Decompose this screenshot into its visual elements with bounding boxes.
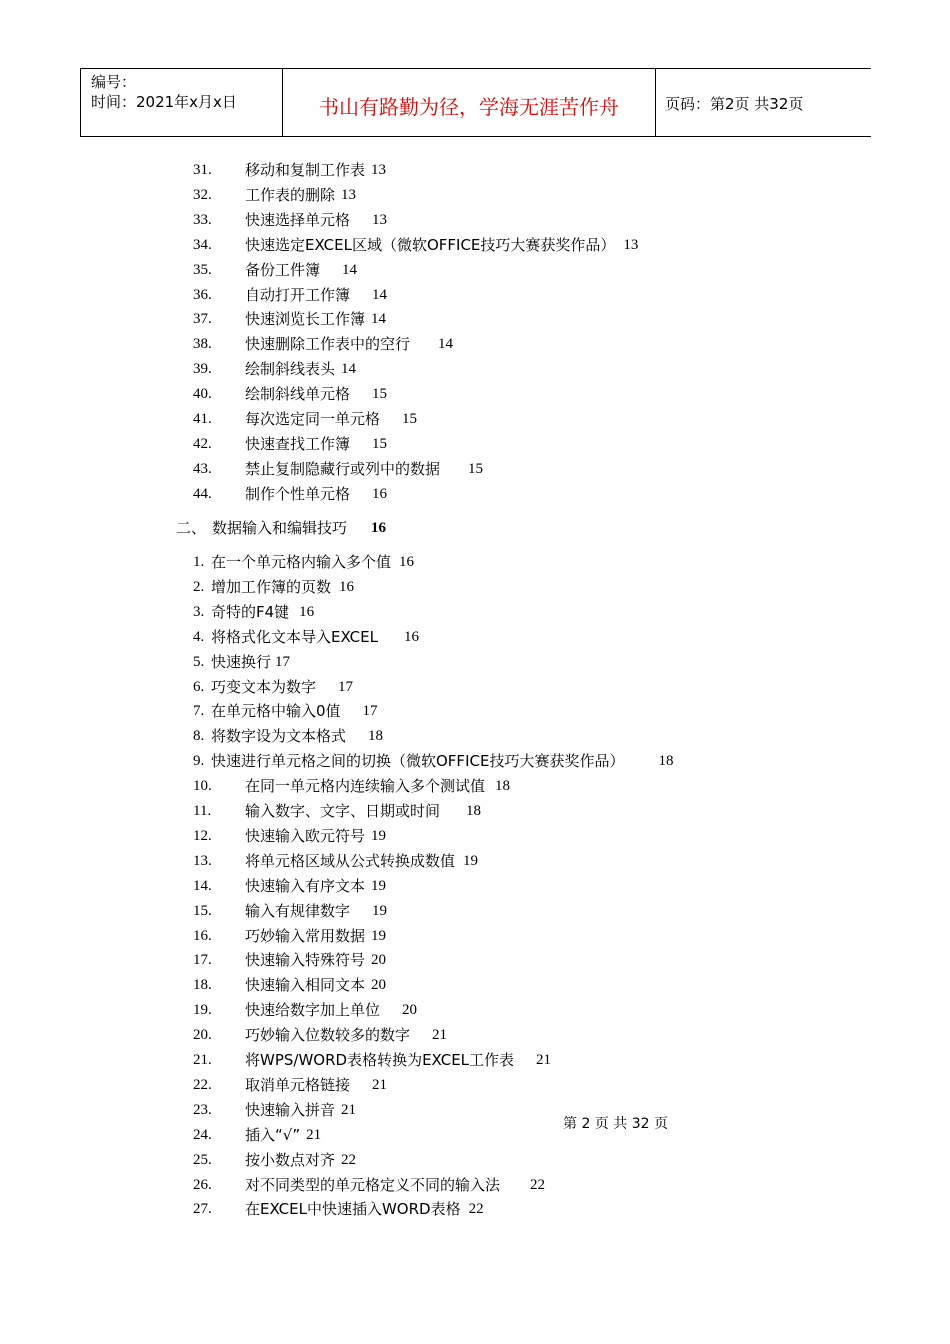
toc-entry-page-number: 21 (372, 1076, 387, 1093)
toc-entry-title: 将数字设为文本格式 (211, 727, 347, 746)
toc-entry-number: 42. (193, 435, 212, 452)
toc-entry-page-number: 13 (371, 162, 386, 178)
toc-entry-number: 44. (193, 485, 212, 502)
toc-entry-page-number: 19 (463, 852, 478, 869)
toc-entry-page-number: 14 (438, 336, 453, 353)
toc-entry-page-number: 15 (468, 460, 483, 477)
toc-entry-number: 18. (193, 977, 212, 994)
toc-entry-page-number: 20 (371, 952, 386, 969)
toc-entry-number: 19. (193, 1002, 212, 1019)
toc-entry-number: 33. (193, 211, 212, 228)
toc-entry-number: 38. (193, 336, 212, 353)
toc-entry-page-number: 17 (338, 678, 353, 695)
toc-entry-number: 13. (193, 852, 212, 869)
toc-entry-title: 快速输入特殊符号 (245, 951, 366, 970)
toc-entry-title: 插入“√” (245, 1125, 301, 1144)
toc-entry-title: 输入数字、文字、日期或时间 (245, 802, 441, 820)
toc-entry-number: 10. (193, 778, 212, 795)
toc-entry-title: 快速换行 (211, 652, 272, 671)
toc-entry-title: 将格式化文本导入EXCEL (211, 627, 378, 646)
toc-entry-title: 快速输入欧元符号 (245, 826, 366, 845)
section-page-number: 16 (371, 520, 386, 536)
page-footer: 第 2 页 共 32 页 (563, 1116, 668, 1132)
toc-entry-number: 7. (193, 703, 205, 720)
toc-entry-number: 16. (193, 927, 212, 944)
toc-entry-page-number: 18 (466, 803, 481, 819)
toc-entry-number: 26. (193, 1176, 212, 1193)
motto-text: 书山有路勤为径，学海无涯苦作舟 (319, 95, 619, 119)
toc-entry-page-number: 19 (372, 902, 387, 919)
toc-entry-number: 35. (193, 261, 212, 278)
toc-entry-title: 快速选择单元格 (245, 210, 351, 229)
toc-entry-number: 1. (193, 554, 205, 570)
toc-entry-page-number: 22 (468, 1201, 484, 1218)
toc-entry-title: 快速输入拼音 (245, 1100, 336, 1119)
toc-entry-title: 快速查找工作簿 (245, 434, 351, 453)
toc-entry-title: 禁止复制隐藏行或列中的数据 (245, 459, 441, 478)
toc-entry-number: 17. (193, 952, 212, 969)
toc-entry-page-number: 14 (371, 311, 386, 328)
toc-entry-page-number: 15 (372, 386, 387, 403)
toc-entry-number: 20. (193, 1027, 212, 1044)
toc-entry-number: 2. (193, 578, 205, 595)
toc-entry-number: 40. (193, 386, 212, 403)
toc-entry-number: 9. (193, 753, 205, 770)
toc-entry-page-number: 18 (495, 778, 510, 795)
toc-entry-number: 6. (193, 678, 205, 695)
toc-entry-number: 31. (193, 162, 212, 178)
toc-entry-page-number: 17 (362, 703, 378, 720)
toc-entry-page-number: 18 (368, 728, 383, 745)
toc-entry-page-number: 19 (371, 927, 386, 944)
serial-number-label: 编号： (91, 73, 137, 91)
toc-entry-page-number: 16 (339, 578, 354, 595)
toc-entry-number: 32. (193, 186, 212, 203)
toc-entry-number: 24. (193, 1126, 212, 1143)
toc-entry-page-number: 13 (372, 211, 387, 228)
toc-entry-title: 奇特的F4键 (211, 602, 290, 621)
toc-entry-page-number: 19 (371, 877, 386, 894)
toc-entry-title: 在EXCEL中快速插入WORD表格 (245, 1200, 461, 1219)
section-title: 数据输入和编辑技巧 (212, 519, 348, 537)
toc-entry-title: 巧妙输入位数较多的数字 (245, 1026, 411, 1045)
toc-entry-number: 3. (193, 603, 205, 620)
toc-entry-title: 快速给数字加上单位 (245, 1001, 381, 1020)
toc-entry-page-number: 21 (536, 1052, 552, 1068)
toc-entry-number: 22. (193, 1076, 212, 1093)
toc-entry-title: 输入有规律数字 (245, 901, 351, 920)
toc-entry-page-number: 18 (658, 753, 674, 770)
toc-entry-page-number: 16 (372, 485, 387, 502)
header-page-cell (656, 69, 871, 136)
toc-entry-title: 工作表的删除 (245, 185, 336, 204)
toc-entry-title: 制作个性单元格 (245, 484, 351, 503)
toc-entry-title: 快速输入有序文本 (245, 876, 366, 895)
toc-entry-number: 8. (193, 728, 205, 745)
toc-entry-title: 增加工作簿的页数 (211, 577, 332, 596)
toc-entry-number: 36. (193, 286, 212, 303)
toc-entry-page-number: 22 (341, 1151, 356, 1168)
toc-entry-title: 快速删除工作表中的空行 (245, 335, 411, 354)
toc-entry-title: 快速浏览长工作簿 (245, 310, 366, 329)
toc-entry-title: 自动打开工作簿 (245, 285, 351, 304)
toc-entry-title: 将单元格区域从公式转换成数值 (245, 851, 456, 870)
toc-entry-title: 按小数点对齐 (245, 1150, 336, 1169)
toc-entry-title: 在一个单元格内输入多个值 (211, 553, 392, 571)
toc-entry-title: 对不同类型的单元格定义不同的输入法 (245, 1175, 501, 1194)
toc-entry-title: 巧变文本为数字 (211, 677, 317, 696)
toc-entry-page-number: 20 (371, 977, 386, 994)
toc-entry-page-number: 21 (432, 1027, 447, 1044)
toc-entry-page-number: 14 (341, 361, 356, 378)
toc-entry-page-number: 16 (299, 603, 315, 620)
toc-entry-page-number: 15 (402, 411, 417, 427)
toc-entry-number: 4. (193, 628, 205, 645)
toc-entry-page-number: 15 (372, 435, 387, 452)
toc-entry-page-number: 16 (399, 554, 414, 570)
toc-entry-title: 快速进行单元格之间的切换（微软OFFICE技巧大赛获奖作品） (211, 752, 625, 771)
toc-entry-number: 37. (193, 311, 212, 328)
toc-entry-page-number: 17 (275, 653, 290, 670)
toc-entry-page-number: 13 (341, 186, 356, 203)
toc-entry-title: 快速选定EXCEL区域（微软OFFICE技巧大赛获奖作品） (245, 235, 616, 254)
toc-entry-number: 5. (193, 653, 205, 670)
header-info-cell (81, 69, 283, 136)
toc-entry-title: 将WPS/WORD表格转换为EXCEL工作表 (245, 1051, 515, 1069)
page-label: 页码：第2页 共32页 (665, 95, 804, 113)
toc-entry-title: 绘制斜线表头 (245, 360, 336, 379)
toc-entry-number: 34. (193, 236, 212, 253)
toc-entry-page-number: 19 (371, 827, 386, 844)
toc-entry-title: 绘制斜线单元格 (245, 385, 351, 404)
toc-entry-number: 41. (193, 411, 212, 427)
toc-entry-number: 27. (193, 1201, 212, 1218)
toc-entry-page-number: 14 (342, 261, 357, 278)
toc-entry-title: 巧妙输入常用数据 (245, 926, 366, 945)
header-motto-cell (283, 69, 656, 136)
toc-entry-page-number: 14 (372, 286, 387, 303)
toc-entry-number: 39. (193, 361, 212, 378)
toc-entry-number: 21. (193, 1052, 212, 1068)
section-number: 二、 (176, 519, 207, 537)
toc-entry-title: 取消单元格链接 (245, 1075, 351, 1094)
toc-entry-page-number: 13 (623, 236, 639, 253)
toc-entry-number: 23. (193, 1101, 212, 1118)
toc-entry-number: 43. (193, 460, 212, 477)
toc-entry-page-number: 21 (306, 1126, 322, 1143)
toc-entry-title: 在单元格中输入0值 (211, 702, 341, 721)
toc-entry-number: 12. (193, 827, 212, 844)
toc-entry-page-number: 20 (402, 1002, 417, 1019)
toc-entry-page-number: 16 (403, 628, 419, 645)
toc-entry-page-number: 22 (530, 1176, 545, 1193)
toc-entry-title: 移动和复制工作表 (245, 161, 366, 179)
toc-entry-number: 15. (193, 902, 212, 919)
toc-entry-title: 备份工件簿 (245, 260, 321, 279)
toc-entry-title: 每次选定同一单元格 (245, 410, 381, 428)
toc-entry-number: 25. (193, 1151, 212, 1168)
toc-entry-page-number: 21 (341, 1101, 356, 1118)
toc-entry-title: 在同一单元格内连续输入多个测试值 (245, 777, 486, 796)
toc-entry-number: 14. (193, 877, 212, 894)
toc-entry-number: 11. (193, 803, 212, 819)
toc-entry-title: 快速输入相同文本 (245, 976, 366, 995)
document-header (80, 68, 871, 137)
date-label: 时间：2021年x月x日 (91, 93, 237, 111)
